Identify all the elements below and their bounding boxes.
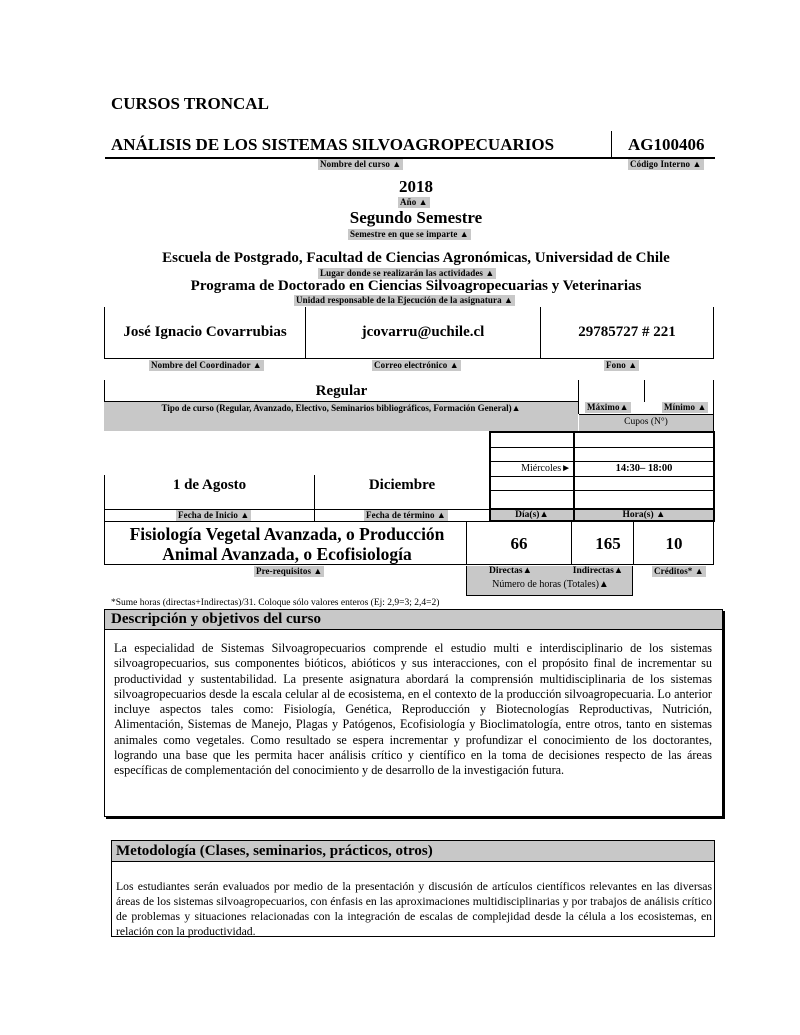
grid-line xyxy=(491,490,713,491)
total-hours-box xyxy=(466,566,633,596)
end-date-label: Fecha de término ▲ xyxy=(366,510,446,520)
hours-row-3[interactable]: 14:30– 18:00 xyxy=(615,463,673,474)
email-label: Correo electrónico ▲ xyxy=(374,360,459,370)
total-hours-label: Número de horas (Totales)▲ xyxy=(492,579,609,590)
location-value: Escuela de Postgrado, Facultad de Ciencias Agronómicas, Universidad de Chile xyxy=(162,250,670,266)
prerequisites-label: Pre-requisitos ▲ xyxy=(256,566,323,576)
box-border xyxy=(104,358,714,359)
coordinator-phone: 29785727 # 221 xyxy=(578,324,676,340)
description-title: Descripción y objetivos del curso xyxy=(105,610,722,630)
day-row-3[interactable]: Miércoles► xyxy=(521,463,571,474)
coordinator-name: José Ignacio Covarrubias xyxy=(123,324,287,340)
credits-label: Créditos* ▲ xyxy=(654,566,704,576)
semester-label: Semestre en que se imparte ▲ xyxy=(350,229,469,239)
methodology-title: Metodología (Clases, seminarios, prácticos, otros) xyxy=(112,841,714,862)
unit-label: Unidad responsable de la Ejecución de la asignatura ▲ xyxy=(296,295,514,305)
max-label: Máximo▲ xyxy=(587,402,629,412)
box-border xyxy=(644,380,645,402)
credits-footnote: *Sume horas (directas+Indirectas)/31. Coloque sólo valores enteros (Ej: 2,9=3; 2,4=2) xyxy=(111,598,440,608)
coordinator-name-label: Nombre del Coordinador ▲ xyxy=(151,360,262,370)
methodology-section xyxy=(111,840,715,937)
min-label: Mínimo ▲ xyxy=(664,402,707,412)
course-type-label-bg xyxy=(104,402,578,431)
divider xyxy=(611,131,612,157)
box-border xyxy=(713,380,714,432)
grid-line xyxy=(491,447,713,448)
box-border xyxy=(713,307,714,359)
direct-label: Directas▲ xyxy=(467,566,554,577)
prerequisites-value: Fisiología Vegetal Avanzada, o Producción Animal Avanzada, o Ecofisiología xyxy=(129,524,445,564)
end-date: Diciembre xyxy=(368,477,436,493)
direct-hours: 66 xyxy=(510,534,528,553)
start-date-label: Fecha de Inicio ▲ xyxy=(178,510,250,520)
semester-value: Segundo Semestre xyxy=(349,208,483,227)
course-code-label: Código Interno ▲ xyxy=(630,159,702,169)
section-title: CURSOS TRONCAL xyxy=(111,94,269,113)
cupos-label-bg xyxy=(579,414,713,431)
credits: 10 xyxy=(665,534,683,553)
location-label: Lugar donde se realizarán las actividades ▲ xyxy=(320,268,495,278)
box-border xyxy=(578,380,579,414)
course-code: AG100406 xyxy=(628,135,705,154)
start-date: 1 de Agosto xyxy=(172,477,247,493)
year-value: 2018 xyxy=(399,177,433,196)
phone-label: Fono ▲ xyxy=(606,360,638,370)
coordinator-email[interactable]: jcovarru@uchile.cl xyxy=(361,324,485,340)
indirect-hours: 165 xyxy=(595,534,621,553)
course-type-value: Regular xyxy=(315,383,368,399)
course-name: ANÁLISIS DE LOS SISTEMAS SILVOAGROPECUARIOS xyxy=(111,135,555,154)
schedule-grid xyxy=(489,431,715,522)
unit-value: Programa de Doctorado en Ciencias Silvoagropecuarias y Veterinarias xyxy=(190,278,642,294)
description-section xyxy=(104,609,723,817)
course-type-label: Tipo de curso (Regular, Avanzado, Electivo, Seminarios bibliográficos, Formación General)▲ xyxy=(161,403,521,413)
header-rule xyxy=(105,157,715,159)
requirements-box xyxy=(104,521,714,565)
methodology-text: Los estudiantes serán evaluados por medio de la presentación y discusión de artículos científicos relevantes en las diversas áreas de los sistemas silvoagropecuarios, con énfasis en las aproximaciones multidisciplinarias y por trabajos de análisis crítico de problemas y situaciones relacionadas con la integración de escalas de complejidad desde la célula a los ecosistemas, en relación con la productividad. xyxy=(116,880,712,938)
course-name-label: Nombre del curso ▲ xyxy=(320,159,402,169)
grid-line xyxy=(491,476,713,477)
year-label: Año ▲ xyxy=(400,197,428,207)
days-label: Día(s)▲ xyxy=(491,510,573,520)
indirect-label: Indirectas▲ xyxy=(572,566,624,576)
hours-label: Hora(s) ▲ xyxy=(575,510,713,520)
description-text: La especialidad de Sistemas Silvoagropecuarios comprende el estudio multi e interdisciplinario de los sistemas silvoagropecuarios, sus componentes bióticos, abióticos y sus interacciones, con el propósito final de incrementar su productividad y sustentabilidad. La presente asignatura abordará la comprensión multidisciplinaria de los sistemas silvoagropecuarios desde la escala celular al de ecosistema, en el contexto de la producción silvoagropecuaria. Lo anterior incluye aspectos tales como: Fisiología, Genética, Reproducción y Biotecnologías Reproductivas, Nutrición, Alimentación, Sistemas de Manejo, Plagas y Patógenos, Ecofisiología y Bioclimatología, entre otros, tanto en sistemas animales como vegetales. Como resultado se espera incrementar y profundizar el conocimiento de los doctorantes, logrando una base que les permita hacer análisis crítico y científico en la toma de decisiones respecto de las áreas específicas de complementación del conocimiento y de desarrollo de la investigación futura. xyxy=(114,641,712,778)
cupos-label: Cupos (N°) xyxy=(624,417,668,427)
